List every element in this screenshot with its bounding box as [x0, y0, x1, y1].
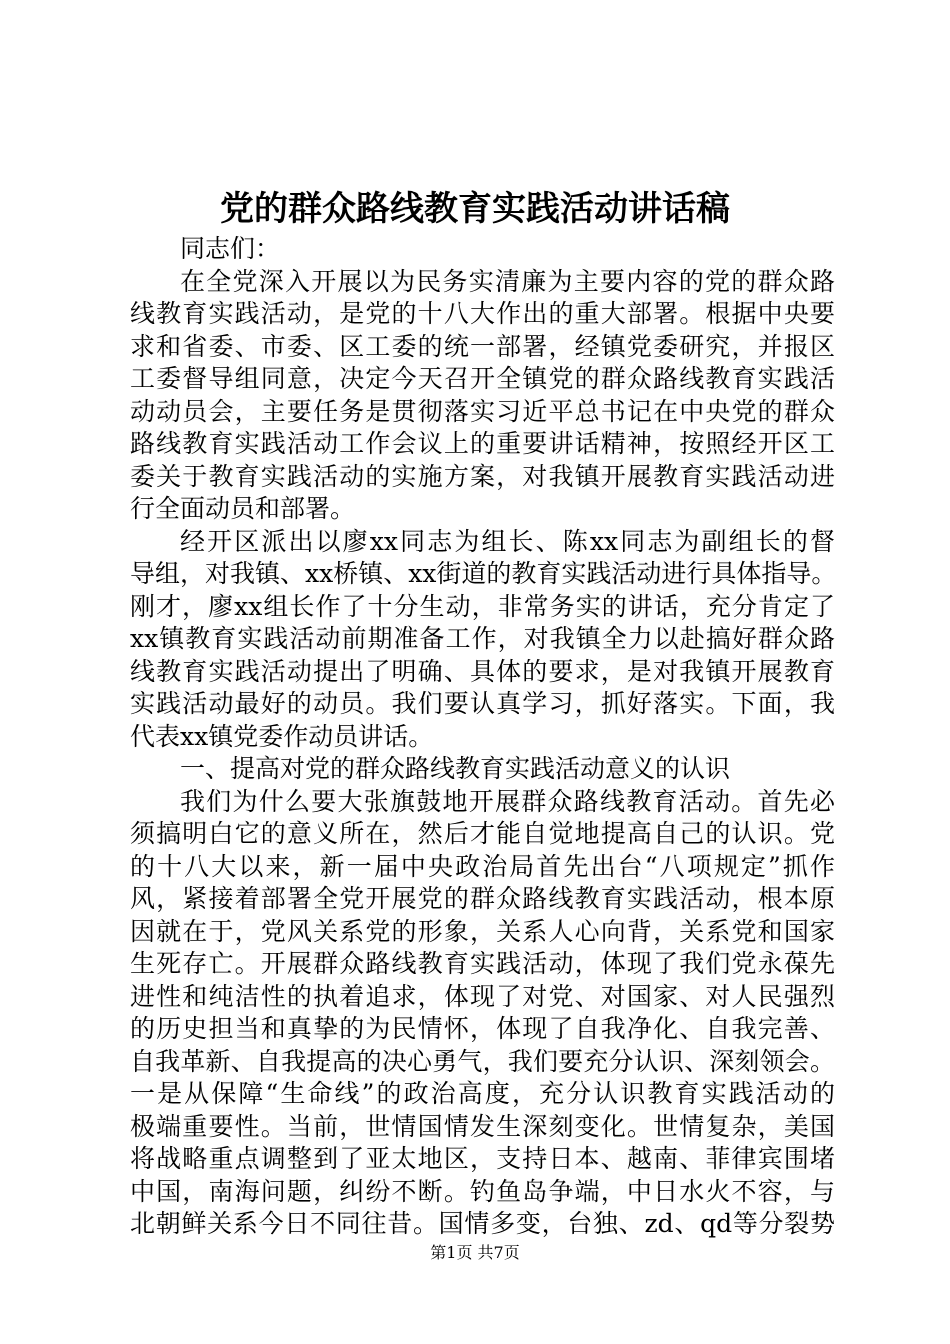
body-line: 工委督导组同意，决定今天召开全镇党的群众路线教育实践活	[130, 364, 835, 393]
body-line: 风，紧接着部署全党开展党的群众路线教育实践活动，根本原	[130, 884, 835, 913]
body-line: 中国，南海问题，纠纷不断。钓鱼岛争端，中日水火不容，与	[130, 1176, 835, 1206]
body-line: 生死存亡。开展群众路线教育实践活动，体现了我们党永葆先	[130, 949, 835, 978]
document-body	[130, 233, 835, 1241]
page-footer: 第1页 共7页	[430, 1243, 520, 1262]
body-line: 因就在于，党风关系党的形象，关系人心向背，关系党和国家	[130, 916, 835, 946]
body-line: 代表xx镇党委作动员讲话。	[130, 721, 434, 751]
body-line: 在全党深入开展以为民务实清廉为主要内容的党的群众路	[180, 266, 835, 296]
body-line: 北朝鲜关系今日不同往昔。国情多变，台独、zd、qd等分裂势	[130, 1209, 835, 1238]
body-line: 委关于教育实践活动的实施方案，对我镇开展教育实践活动进	[130, 461, 835, 491]
body-line: 自我革新、自我提高的决心勇气，我们要充分认识、深刻领会。	[130, 1046, 835, 1076]
body-line: 路线教育实践活动工作会议上的重要讲话精神，按照经开区工	[130, 429, 835, 458]
body-line: 求和省委、市委、区工委的统一部署，经镇党委研究，并报区	[130, 331, 835, 361]
body-line: 进性和纯洁性的执着追求，体现了对党、对国家、对人民强烈	[130, 981, 835, 1011]
body-line: 动动员会，主要任务是贯彻落实习近平总书记在中央党的群众	[130, 396, 835, 426]
body-line: 我们为什么要大张旗鼓地开展群众路线教育活动。首先必	[180, 786, 835, 816]
body-line: 的历史担当和真挚的为民情怀，体现了自我净化、自我完善、	[130, 1014, 835, 1043]
body-line: 实践活动最好的动员。我们要认真学习，抓好落实。下面，我	[130, 689, 835, 718]
body-line: 的十八大以来，新一届中央政治局首先出台“八项规定”抓作	[130, 851, 835, 881]
body-line: 行全面动员和部署。	[130, 494, 356, 523]
body-line: 线教育实践活动，是党的十八大作出的重大部署。根据中央要	[130, 299, 835, 328]
section-heading: 一、提高对党的群众路线教育实践活动意义的认识	[180, 754, 731, 783]
body-line: 须搞明白它的意义所在，然后才能自觉地提高自己的认识。党	[130, 819, 835, 848]
document-title: 党的群众路线教育实践活动讲话稿	[220, 189, 730, 229]
body-line: 一是从保障“生命线”的政治高度，充分认识教育实践活动的	[130, 1079, 835, 1108]
body-line: 线教育实践活动提出了明确、具体的要求，是对我镇开展教育	[130, 656, 835, 686]
body-line: 经开区派出以廖xx同志为组长、陈xx同志为副组长的督	[180, 526, 835, 556]
body-line: 导组，对我镇、xx桥镇、xx街道的教育实践活动进行具体指导。	[130, 559, 837, 588]
body-line: 同志们：	[180, 234, 281, 263]
body-line: 极端重要性。当前，世情国情发生深刻变化。世情复杂，美国	[130, 1111, 835, 1141]
body-line: 刚才，廖xx组长作了十分生动，非常务实的讲话，充分肯定了	[130, 591, 835, 621]
body-line: 将战略重点调整到了亚太地区，支持日本、越南、菲律宾围堵	[130, 1144, 835, 1173]
body-line: xx镇教育实践活动前期准备工作，对我镇全力以赴搞好群众路	[130, 624, 835, 653]
